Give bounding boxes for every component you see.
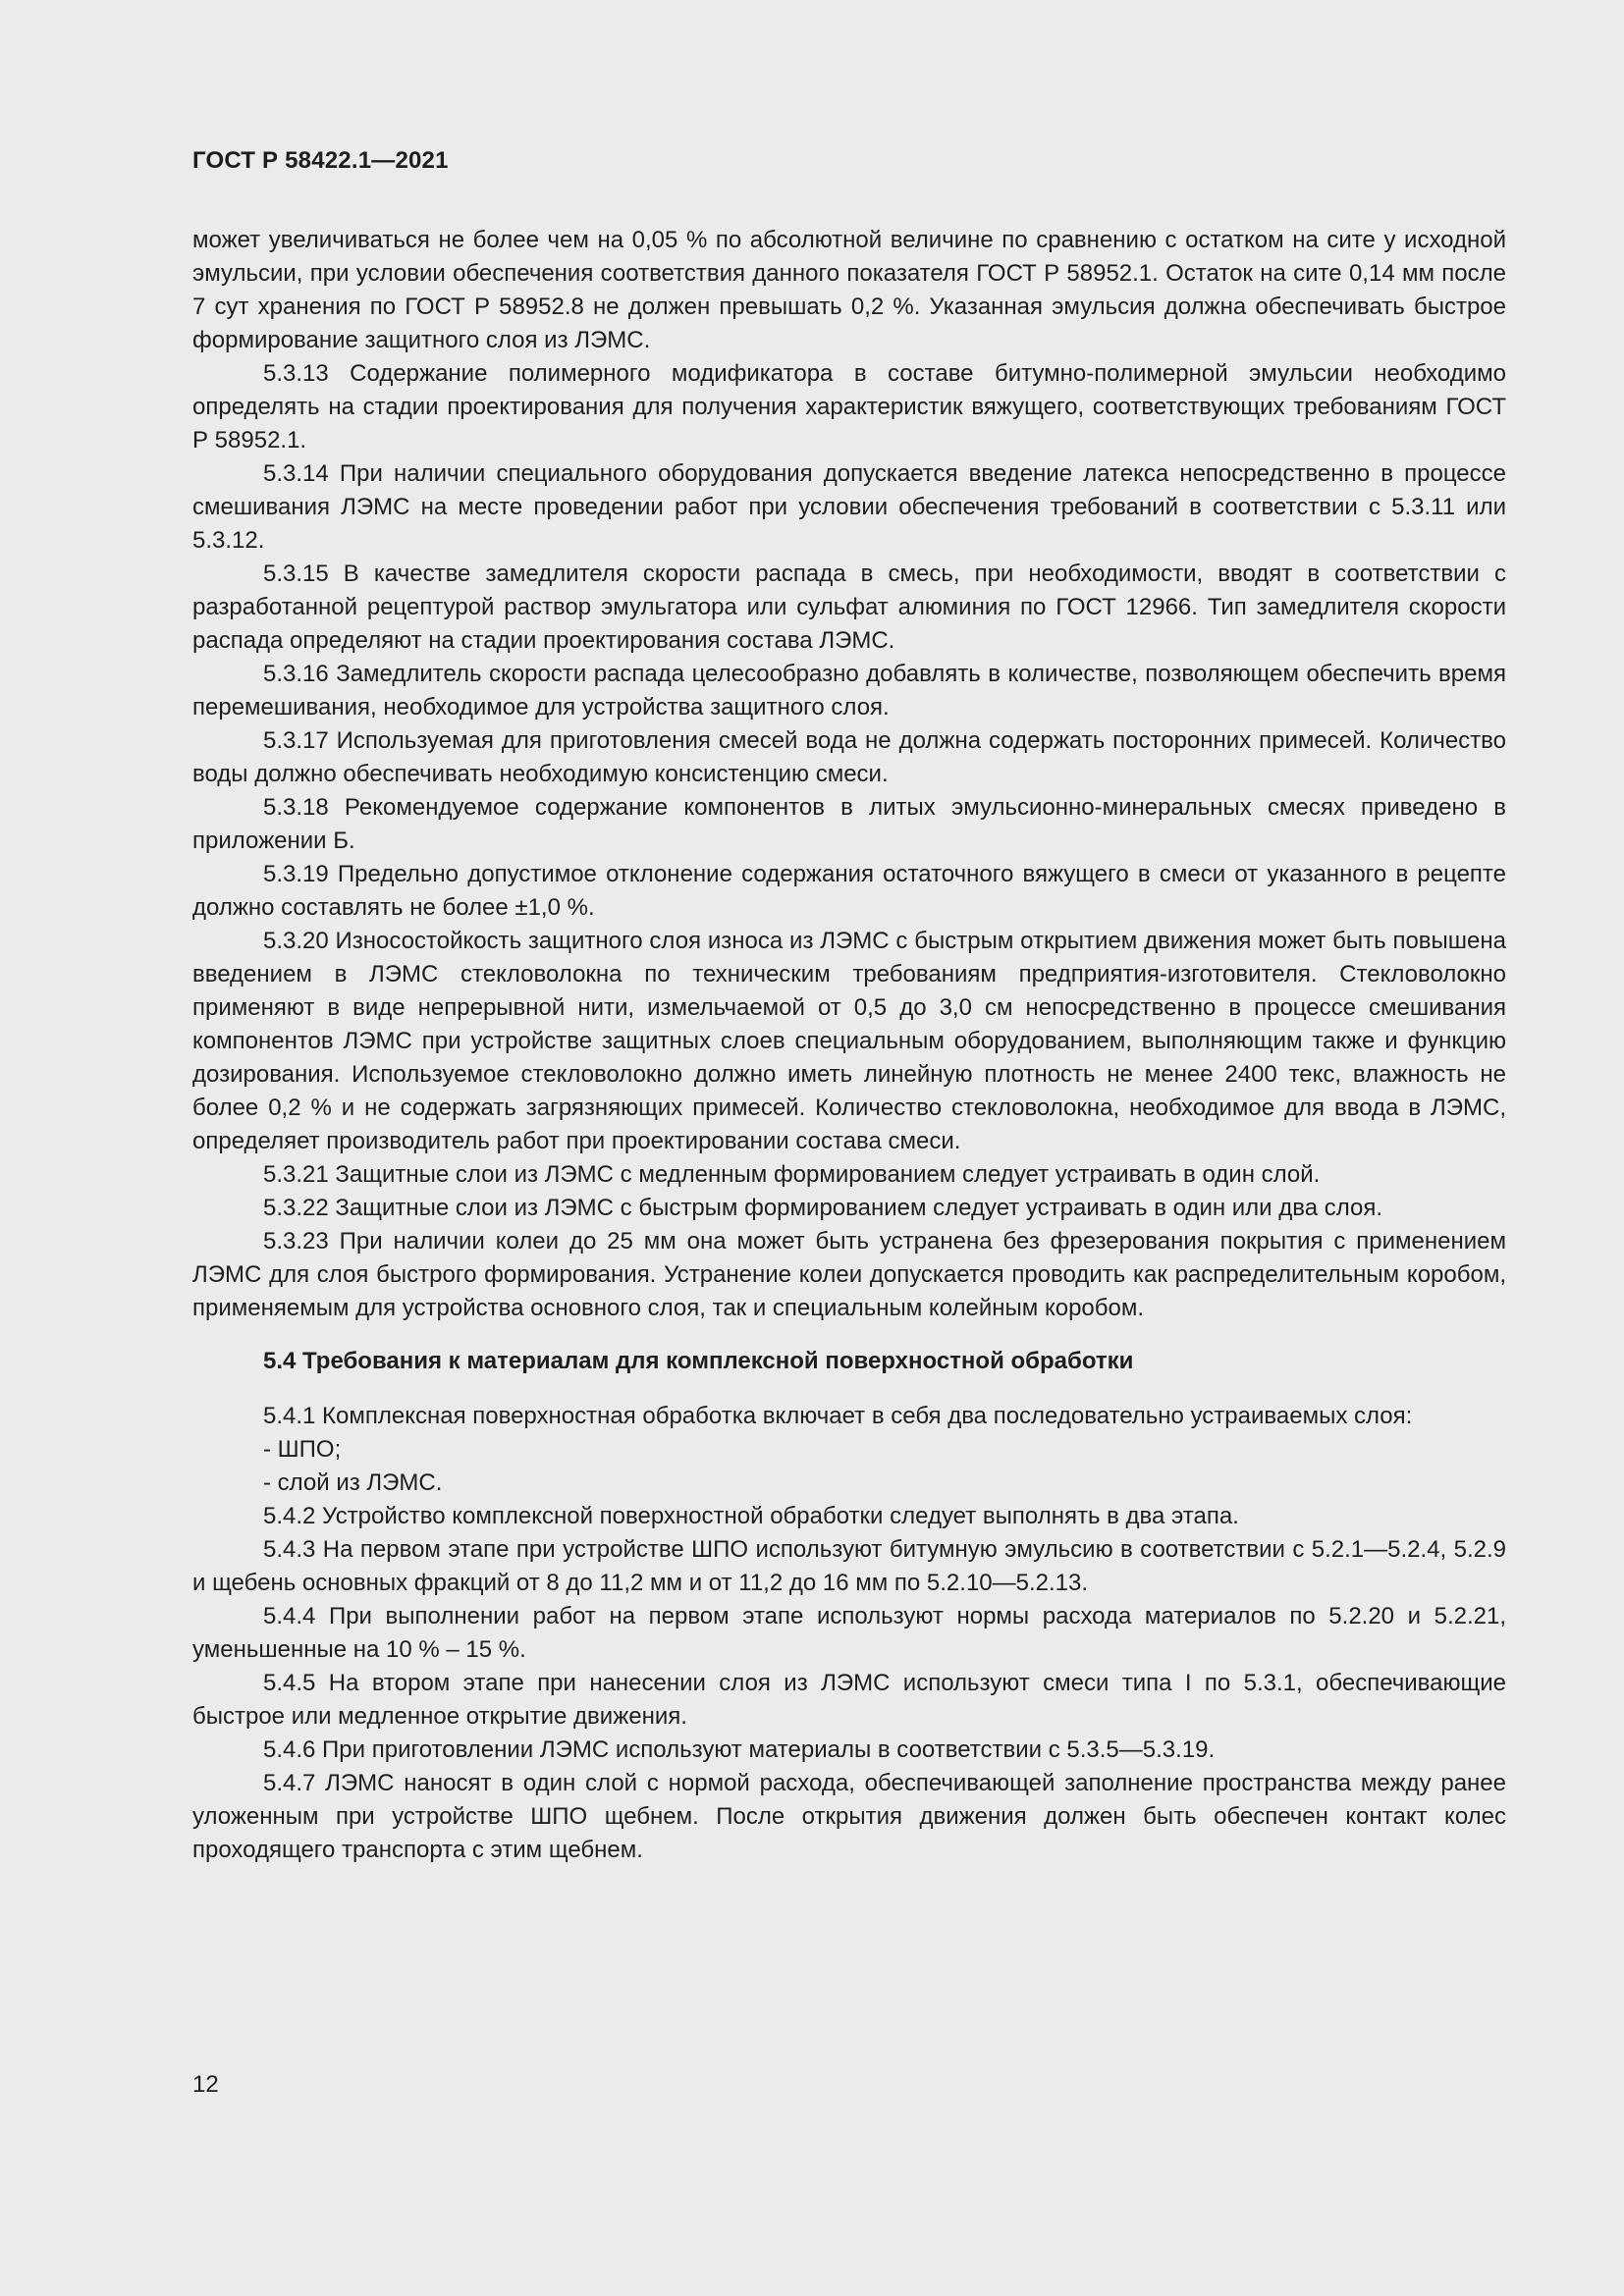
clause-5-3-20: 5.3.20 Износостойкость защитного слоя износа из ЛЭМС с быстрым открытием движения может быть повышена введением в ЛЭМС стекловолокна по техническим требованиям предприятия-изготовителя. Стекловолокно применяют в виде непрерывной нити, измельчаемой от 0,5 до 3,0 см непосредственно в процессе смешивания компонентов ЛЭМС при устройстве защитных слоев специальным оборудованием, выполняющим также и функцию дозирования. Используемое стекловолокно должно иметь линейную плотность не менее 2400 текс, влажность не более 0,2 % и не содержать загрязняющих примесей. Количество стекловолокна, необходимое для ввода в ЛЭМС, определяет производитель работ при проектировании состава смеси. [192,928,1506,1154]
clause-5-3-22: 5.3.22 Защитные слои из ЛЭМС с быстрым формированием следует устраивать в один или два слоя. [263,1195,1383,1221]
clause-5-3-14: 5.3.14 При наличии специального оборудования допускается введение латекса непосредственно в процессе смешивания ЛЭМС на месте проведении работ при условии обеспечения требований в соответствии с 5.3.11 или 5.3.12. [192,460,1506,554]
document-code-header: ГОСТ Р 58422.1—2021 [192,147,449,174]
clause-5-3-16: 5.3.16 Замедлитель скорости распада целесообразно добавлять в количестве, позволяющем обеспечить время перемешивания, необходимое для устройства защитного слоя. [192,661,1506,721]
clause-5-4-3: 5.4.3 На первом этапе при устройстве ШПО используют битумную эмульсию в соответствии с 5.2.1—5.2.4, 5.2.9 и щебень основных фракций от 8 до 11,2 мм и от 11,2 до 16 мм по 5.2.10—5.2.13. [192,1536,1506,1596]
clause-5-3-21: 5.3.21 Защитные слои из ЛЭМС с медленным формированием следует устраивать в один слой. [263,1161,1321,1188]
list-item: - ШПО; [263,1436,342,1463]
clause-5-4-5: 5.4.5 На втором этапе при нанесении слоя из ЛЭМС используют смеси типа I по 5.3.1, обеспечивающие быстрое или медленное открытие движения. [192,1670,1506,1730]
clause-5-3-13: 5.3.13 Содержание полимерного модификатора в составе битумно-полимерной эмульсии необходимо определять на стадии проектирования для получения характеристик вяжущего, соответствующих требованиям ГОСТ Р 58952.1. [192,360,1506,454]
clause-5-4-1: 5.4.1 Комплексная поверхностная обработка включает в себя два последовательно устраиваемых слоя: [263,1403,1413,1429]
clause-5-4-2: 5.4.2 Устройство комплексной поверхностной обработки следует выполнять в два этапа. [263,1503,1239,1529]
clause-5-4-6: 5.4.6 При приготовлении ЛЭМС используют материалы в соответствии с 5.3.5—5.3.19. [263,1736,1216,1763]
clause-5-3-23: 5.3.23 При наличии колеи до 25 мм она может быть устранена без фрезерования покрытия с применением ЛЭМС для слоя быстрого формирования. Устранение колеи допускается проводить как распределительным коробом, применяемым для устройства основного слоя, так и специальным колейным коробом. [192,1228,1506,1321]
document-body [192,224,1506,1867]
clause-5-3-19: 5.3.19 Предельно допустимое отклонение содержания остаточного вяжущего в смеси от указанного в рецепте должно составлять не более ±1,0 %. [192,861,1506,921]
section-5-4-heading: 5.4 Требования к материалам для комплексной поверхностной обработки [263,1348,1134,1374]
page-number: 12 [192,2071,219,2098]
continuation-paragraph: может увеличиваться не более чем на 0,05 % по абсолютной величине по сравнению с остатком на сите у исходной эмульсии, при условии обеспечения соответствия данного показателя ГОСТ Р 58952.1. Остаток на сите 0,14 мм после 7 сут хранения по ГОСТ Р 58952.8 не должен превышать 0,2 %. Указанная эмульсия должна обеспечивать быстрое формирование защитного слоя из ЛЭМС. [192,227,1506,353]
list-item: - слой из ЛЭМС. [263,1469,443,1496]
clause-5-3-15: 5.3.15 В качестве замедлителя скорости распада в смесь, при необходимости, вводят в соответствии с разработанной рецептурой раствор эмульгатора или сульфат алюминия по ГОСТ 12966. Тип замедлителя скорости распада определяют на стадии проектирования состава ЛЭМС. [192,561,1506,654]
clause-5-3-17: 5.3.17 Используемая для приготовления смесей вода не должна содержать посторонних примесей. Количество воды должно обеспечивать необходимую консистенцию смеси. [192,727,1506,787]
clause-5-4-4: 5.4.4 При выполнении работ на первом этапе используют нормы расхода материалов по 5.2.20 и 5.2.21, уменьшенные на 10 % – 15 %. [192,1603,1506,1663]
clause-5-4-7: 5.4.7 ЛЭМС наносят в один слой с нормой расхода, обеспечивающей заполнение пространства между ранее уложенным при устройстве ШПО щебнем. После открытия движения должен быть обеспечен контакт колес проходящего транспорта с этим щебнем. [192,1770,1506,1863]
clause-5-3-18: 5.3.18 Рекомендуемое содержание компонентов в литых эмульсионно-минеральных смесях приведено в приложении Б. [192,794,1506,854]
